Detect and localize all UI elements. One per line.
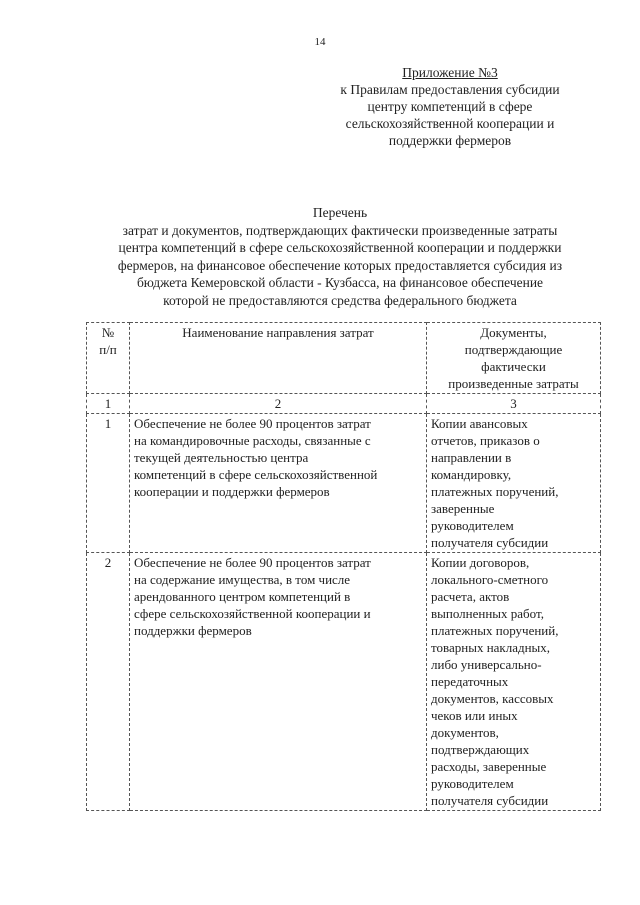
direction-line: кооперации и поддержки фермеров: [134, 484, 330, 499]
documents-line: локального-сметного: [431, 572, 549, 587]
documents-line: заверенные: [431, 501, 495, 516]
direction-line: Обеспечение не более 90 процентов затрат: [134, 416, 371, 431]
header-documents: [427, 323, 601, 394]
header-num: [87, 323, 130, 394]
direction-line: сфере сельскохозяйственной кооперации и: [134, 606, 371, 621]
documents-line: расходы, заверенные: [431, 759, 547, 774]
heading-line: которой не предоставляются средства федерального бюджета: [163, 292, 517, 308]
row-direction: [130, 414, 427, 553]
row-number: 1: [87, 414, 130, 553]
documents-line: руководителем: [431, 776, 514, 791]
header-direction: Наименование направления затрат: [130, 323, 427, 394]
header-documents-line: фактически: [481, 359, 546, 374]
documents-line: платежных поручений,: [431, 484, 559, 499]
documents-line: направлении в: [431, 450, 512, 465]
header-num-line: №: [101, 325, 115, 340]
appendix-block: [330, 64, 570, 149]
documents-line: получателя субсидии: [431, 793, 549, 808]
documents-line: Копии авансовых: [431, 416, 528, 431]
header-documents-line: подтверждающие: [464, 342, 563, 357]
documents-line: платежных поручений,: [431, 623, 559, 638]
table-header-row: [87, 323, 601, 394]
documents-line: получателя субсидии: [431, 535, 549, 550]
header-num-line: п/п: [99, 342, 117, 357]
documents-line: товарных накладных,: [431, 640, 551, 655]
table-row: [87, 414, 601, 553]
appendix-line: сельскохозяйственной кооперации и: [345, 116, 555, 131]
table-row: [87, 553, 601, 811]
documents-line: командировку,: [431, 467, 512, 482]
documents-line: подтверждающих: [431, 742, 530, 757]
cost-table: [86, 322, 601, 811]
appendix-line: поддержки фермеров: [388, 133, 512, 148]
documents-line: руководителем: [431, 518, 514, 533]
appendix-line: к Правилам предоставления субсидии: [340, 82, 560, 97]
documents-line: расчета, актов: [431, 589, 510, 604]
heading-title: Перечень: [312, 205, 368, 220]
header-documents-line: Документы,: [480, 325, 547, 340]
column-number: 1: [87, 394, 130, 414]
header-documents-line: произведенные затраты: [448, 376, 579, 391]
direction-line: компетенций в сфере сельскохозяйственной: [134, 467, 378, 482]
column-number: 2: [130, 394, 427, 414]
heading-line: затрат и документов, подтверждающих фактически произведенные затраты: [122, 222, 558, 238]
direction-line: поддержки фермеров: [134, 623, 252, 638]
row-documents: [427, 553, 601, 811]
direction-line: Обеспечение не более 90 процентов затрат: [134, 555, 371, 570]
documents-line: Копии договоров,: [431, 555, 530, 570]
documents-line: отчетов, приказов о: [431, 433, 540, 448]
documents-line: либо универсально-: [431, 657, 542, 672]
heading-line: фермеров, на финансовое обеспечение которых предоставляется субсидия из: [117, 257, 563, 273]
row-direction: [130, 553, 427, 811]
appendix-line: центру компетенций в сфере: [367, 99, 533, 114]
documents-line: чеков или иных: [431, 708, 518, 723]
direction-line: арендованного центром компетенций в: [134, 589, 351, 604]
direction-line: текущей деятельностью центра: [134, 450, 309, 465]
documents-line: документов,: [431, 725, 499, 740]
page-number: 14: [314, 36, 326, 48]
column-number: 3: [427, 394, 601, 414]
heading-line: бюджета Кемеровской области - Кузбасса, на финансовое обеспечение: [136, 275, 544, 290]
column-number-row: [87, 394, 601, 414]
direction-line: на командировочные расходы, связанные с: [134, 433, 371, 448]
documents-line: выполненных работ,: [431, 606, 544, 621]
documents-line: передаточных: [431, 674, 509, 689]
heading-line: центра компетенций в сфере сельскохозяйственной кооперации и поддержки: [118, 240, 562, 255]
documents-line: документов, кассовых: [431, 691, 554, 706]
direction-line: на содержание имущества, в том числе: [134, 572, 351, 587]
row-documents: [427, 414, 601, 553]
row-number: 2: [87, 553, 130, 811]
appendix-title: Приложение №3: [402, 65, 498, 80]
document-heading: [70, 204, 610, 309]
